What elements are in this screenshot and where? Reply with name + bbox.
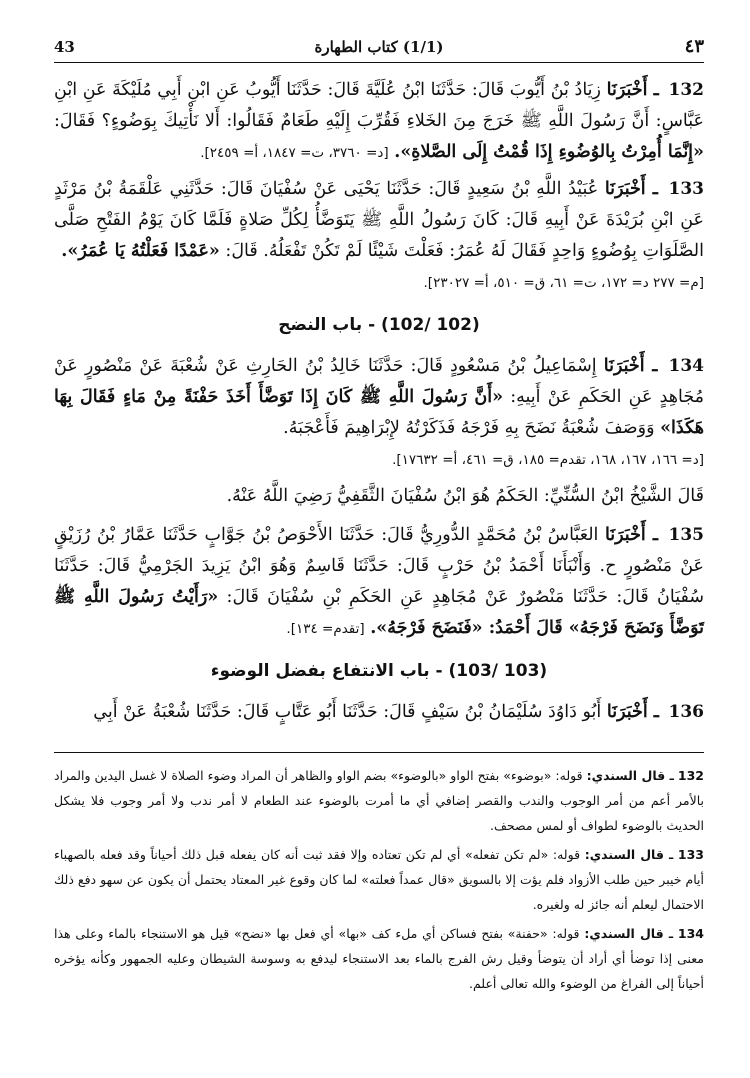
sheikh-note-lead: قَالَ الشَّيْخُ ابْنُ السُّنِّيِّ:	[543, 486, 704, 506]
hadith-text: العَبَّاسُ بْنُ مُحَمَّدٍ الدُّورِيُّ قَالَ: حَدَّثَنَا الأَحْوَصُ بْنُ جَوَّابٍ حَدَّثَنَا عَمَّارُ بْنُ رُزَيْقٍ عَنْ مَنْصُورٍ ح. وَأَنْبَأَنَا أَحْمَدُ بْنُ حَرْبٍ قَالَ: حَدَّثَنَا قَاسِمٌ وَهُوَ ابْنُ يَزِيدَ الجَرْمِيُّ قَالَ: حَدَّثَنَا سُفْيَانُ قَالَ: حَدَّثَنَا مَنْصُورٌ عَنْ مُجَاهِدٍ عَنِ الحَكَمِ بْنِ سُفْيَانَ قَالَ:	[54, 525, 704, 607]
hadith-quote: «إِنَّمَا أُمِرْتُ بِالوُضُوءِ إِذَا قُمْتُ إِلَى الصَّلاةِ».	[394, 142, 704, 162]
footnote-label: ـ قال السندي:	[584, 926, 674, 941]
sheikh-note	[54, 481, 704, 512]
hadith-text: عُبَيْدُ اللَّهِ بْنُ سَعِيدٍ قَالَ: حَدَّثَنَا يَحْيَى عَنْ سُفْيَانَ قَالَ: حَدَّثَنِي عَلْقَمَةُ بْنُ مَرْثَدٍ عَنِ ابْنِ بُرَيْدَةَ عَنْ أَبِيهِ قَالَ: كَانَ رَسُولُ اللَّهِ ﷺ يَتَوَضَّأُ لِكُلِّ صَلاةٍ فَلَمَّا كَانَ يَوْمُ الفَتْحِ صَلَّى الصَّلَوَاتِ بِوُضُوءٍ وَاحِدٍ فَقَالَ لَهُ عُمَرُ: فَعَلْتَ شَيْئًا لَمْ تَكُنْ تَفْعَلُهُ. قَالَ:	[54, 179, 704, 261]
footnote-text: قوله: «حفنة» بفتح فساكن أي ملء كف «بها» أي فعل بها «نضح» قيل هو الاستنجاء بالماء وعلى هذا معنى إذا توضأ أي أراد أن يتوضأ وقيل رش الفرج بالماء بعد الاستنجاء ليدفع به وسوسة الشيطان وعليه الجمهور وكأنه يؤخره أحياناً إلى الفراغ من الوضوء والله تعالى أعلم.	[54, 926, 704, 991]
footnote-label: ـ قال السندي:	[586, 768, 674, 783]
hadith-number: 132	[668, 80, 704, 100]
hadith-takhrij: [د= ٣٧٦٠، ت= ١٨٤٧، أ= ٢٤٥٩].	[200, 145, 389, 161]
hadith-number: 134	[668, 356, 704, 376]
hadith-136	[54, 697, 704, 728]
hadith-lead: ـ أَخْبَرَنَا	[606, 80, 659, 100]
hadith-number: 135	[668, 525, 704, 545]
hadith-quote: «رَأَيْتُ رَسُولَ اللَّهِ ﷺ تَوَضَّأَ وَنَضَحَ فَرْجَهُ» قَالَ أَحْمَدُ: «فَنَضَحَ فَرْجَهُ».	[54, 587, 704, 638]
footnote-text: قوله: «لم تكن تفعله» أي لم تكن تعتاده وإلا فقد ثبت أنه كان يفعله قبل ذلك أحياناً وقد فعله بالصهباء أيام خيبر حين طلب الأزواد فلم يؤت إلا بالسويق «قال عمداً فعلته» لما كان وقوع غير المعتاد يحتمل أن يكون عن سهو دفع ذلك الاحتمال ليعلم أنه جائز له ولغيره.	[54, 847, 704, 912]
footnote-text: قوله: «بوضوء» بفتح الواو «بالوضوء» بضم الواو والظاهر أن المراد وضوء الصلاة لا غسل اليدين والمراد بالأمر أعم من أمر الوجوب والندب والقصر إضافي أي ما أمرت بالوضوء عند الطعام لا أمر ندب ولا أمر وجوب فلا يشكل الحديث بالوضوء لطواف أو لمس مصحف.	[54, 768, 704, 833]
footnotes	[54, 763, 704, 996]
hadith-lead: ـ أَخْبَرَنَا	[604, 525, 658, 545]
hadith-quote: «أَنَّ رَسُولَ اللَّهِ ﷺ كَانَ إِذَا تَوَضَّأَ أَخَذَ حَفْنَةً مِنْ مَاءٍ فَقَالَ بِهَا هَكَذَا»	[54, 387, 704, 438]
hadith-135	[54, 520, 704, 644]
sheikh-note-text: الحَكَمُ هُوَ ابْنُ سُفْيَانَ الثَّقَفِيُّ رَضِيَ اللَّهُ عَنْهُ.	[226, 486, 539, 506]
footnote-number: 133	[677, 847, 704, 862]
hadith-text: زِيَادُ بْنُ أَيُّوبَ قَالَ: حَدَّثَنَا ابْنُ عُلَيَّةَ قَالَ: حَدَّثَنَا أَيُّوبُ عَنِ ابْنِ أَبِي مُلَيْكَةَ عَنِ ابْنِ عَبَّاسٍ: أَنَّ رَسُولَ اللَّهِ ﷺ خَرَجَ مِنَ الخَلاءِ فَقُرِّبَ إِلَيْهِ طَعَامٌ فَقَالُوا: أَلا نَأْتِيكَ بِوَضُوءٍ؟ فَقَالَ:	[54, 80, 704, 131]
page-number-arabic: ٤٣	[684, 36, 704, 57]
page-header	[54, 28, 704, 58]
hadith-number: 133	[668, 179, 704, 199]
chapter-heading-102: (102 /102) - باب النضح	[278, 315, 480, 335]
hadith-quote: «عَمْدًا فَعَلْتُهُ يَا عُمَرُ».	[61, 241, 220, 261]
running-title: (1/1) كتاب الطهارة	[314, 38, 444, 56]
chapter-heading-103: (103 /103) - باب الانتفاع بفضل الوضوء	[210, 661, 548, 681]
footnote-label: ـ قال السندي:	[584, 847, 674, 862]
main-text	[54, 75, 704, 728]
hadith-133	[54, 174, 704, 298]
footnote-rule	[54, 752, 704, 753]
hadith-text: أَبُو دَاوُدَ سُلَيْمَانُ بْنُ سَيْفٍ قَالَ: حَدَّثَنَا أَبُو عَتَّابٍ قَالَ: حَدَّثَنَا شُعْبَةُ عَنْ أَبِي	[93, 702, 602, 722]
hadith-lead: ـ أَخْبَرَنَا	[603, 356, 658, 376]
page-number-latin: 43	[54, 38, 75, 56]
footnote-number: 134	[677, 926, 704, 941]
hadith-number: 136	[668, 702, 704, 722]
header-rule	[54, 62, 704, 63]
hadith-after: وَوَصَفَ شُعْبَةُ نَضَحَ بِهِ فَرْجَهُ فَذَكَرْتُهُ لإِبْرَاهِيمَ فَأَعْجَبَهُ.	[283, 418, 655, 438]
hadith-takhrij: [م= ٢٧٧ د= ١٧٢، ت= ٦١، ق= ٥١٠، أ= ٢٣٠٢٧].	[423, 275, 704, 291]
footnote-132	[54, 763, 704, 838]
hadith-takhrij: [د= ١٦٦، ١٦٧، ١٦٨، تقدم= ١٨٥، ق= ٤٦١، أ= ١٧٦٣٢].	[392, 452, 704, 468]
footnote-134	[54, 921, 704, 996]
hadith-134	[54, 351, 704, 475]
footnote-133	[54, 842, 704, 917]
hadith-lead: ـ أَخْبَرَنَا	[606, 702, 659, 722]
hadith-132	[54, 75, 704, 168]
hadith-lead: ـ أَخْبَرَنَا	[604, 179, 658, 199]
hadith-text: إِسْمَاعِيلُ بْنُ مَسْعُودٍ قَالَ: حَدَّثَنَا خَالِدُ بْنُ الحَارِثِ عَنْ شُعْبَةَ عَنْ مَنْصُورٍ عَنْ مُجَاهِدٍ عَنِ الحَكَمِ عَنْ أَبِيهِ:	[54, 356, 704, 407]
hadith-takhrij: [تقدم= ١٣٤].	[286, 621, 365, 637]
footnote-number: 132	[677, 768, 704, 783]
